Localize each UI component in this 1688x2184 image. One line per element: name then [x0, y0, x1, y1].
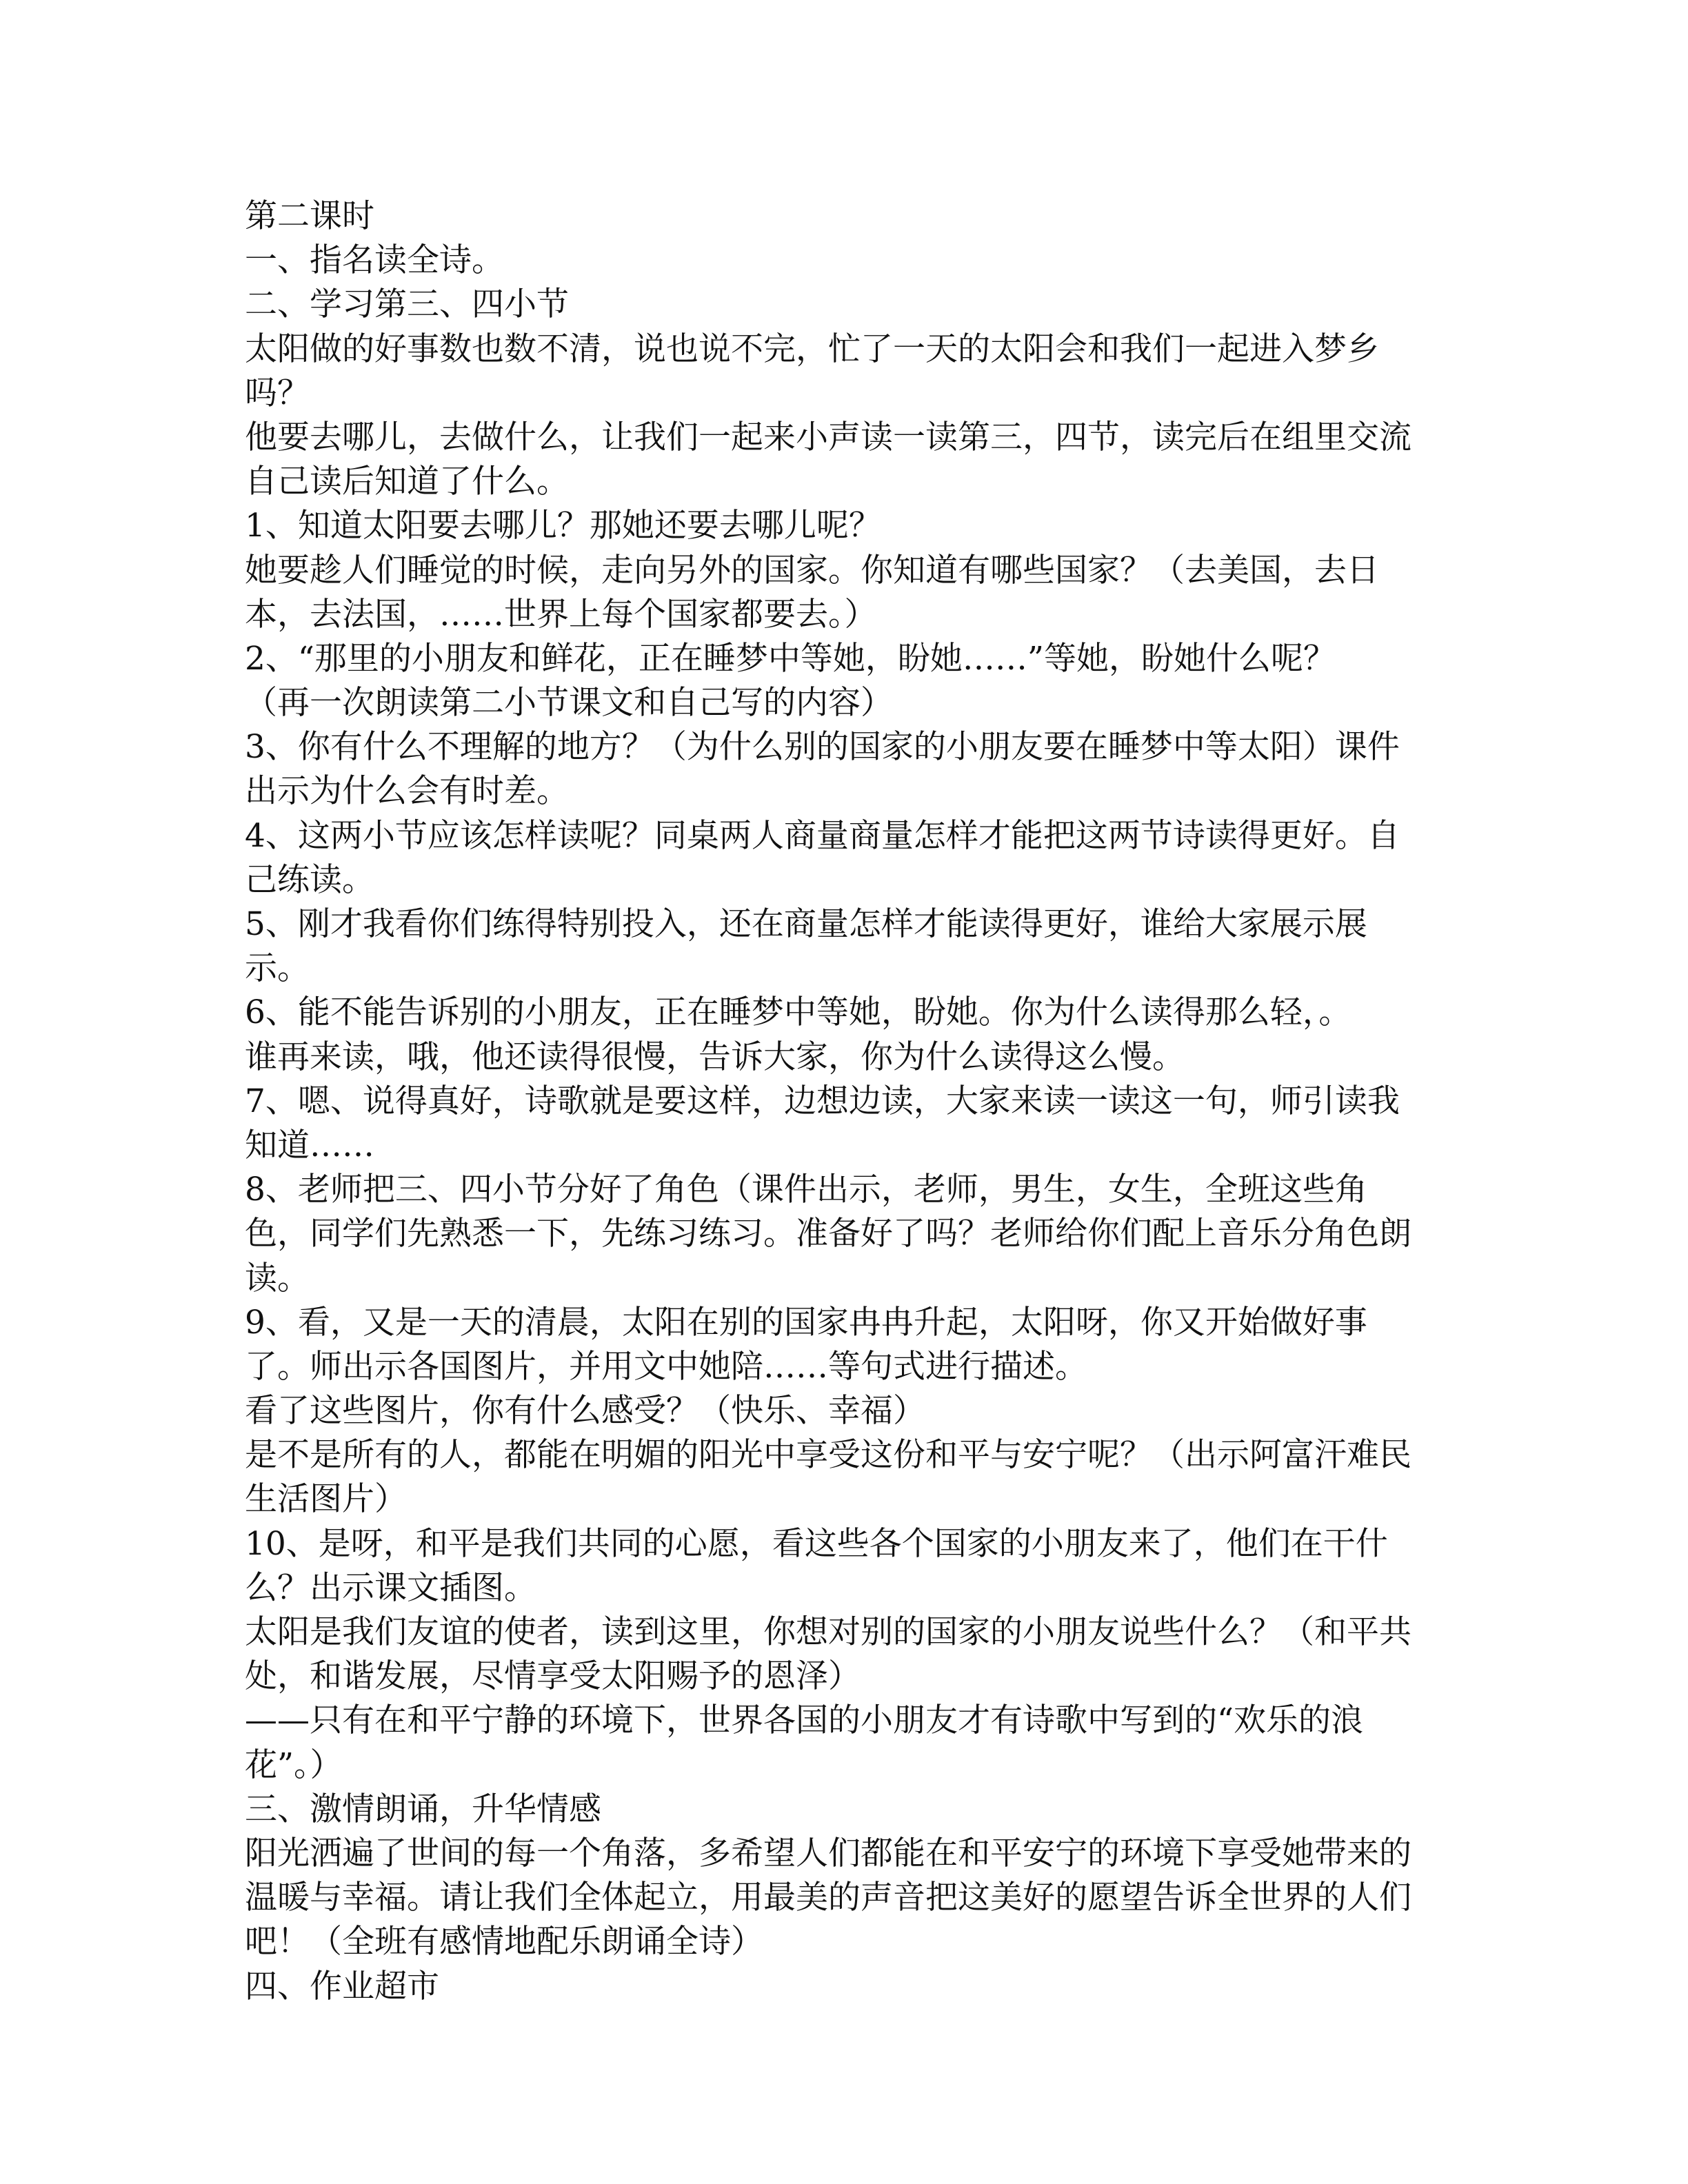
text-line: 花”。） [245, 1746, 343, 1784]
text-line: 1、知道太阳要去哪儿？那她还要去哪儿呢？ [245, 507, 881, 545]
text-line: 阳光洒遍了世间的每一个角落，多希望人们都能在和平安宁的环境下享受她带来的 [245, 1834, 1411, 1872]
text-line: 10、是呀，和平是我们共同的心愿，看这些各个国家的小朋友来了，他们在干什 [245, 1524, 1388, 1563]
text-line: 生活图片） [245, 1480, 407, 1519]
text-line: 9、看，又是一天的清晨，太阳在别的国家冉冉升起，太阳呀，你又开始做好事 [245, 1303, 1367, 1342]
section-heading: 二、学习第三、四小节 [245, 285, 569, 324]
text-line: 看了这些图片，你有什么感受？（快乐、幸福） [245, 1392, 925, 1430]
text-line: 温暖与幸福。请让我们全体起立，用最美的声音把这美好的愿望告诉全世界的人们 [245, 1879, 1411, 1917]
section-heading: 三、激情朗诵，升华情感 [245, 1790, 601, 1828]
text-line: 5、刚才我看你们练得特别投入，还在商量怎样才能读得更好，谁给大家展示展 [245, 905, 1367, 943]
section-heading: 四、作业超市 [245, 1967, 439, 2005]
text-line: 6、能不能告诉别的小朋友，正在睡梦中等她，盼她。你为什么读得那么轻，。 [245, 993, 1352, 1032]
section-heading: 一、指名读全诗。 [245, 241, 504, 280]
text-line: 自己读后知道了什么。 [245, 463, 569, 501]
text-line: 3、你有什么不理解的地方？（为什么别的国家的小朋友要在睡梦中等太阳）课件 [245, 728, 1400, 767]
text-line: 出示为什么会有时差。 [245, 772, 569, 811]
text-line: 她要趁人们睡觉的时候，走向另外的国家。你知道有哪些国家？（去美国，去日 [245, 551, 1379, 589]
text-line: 8、老师把三、四小节分好了角色（课件出示，老师，男生，女生，全班这些角 [245, 1171, 1367, 1209]
text-line: 7、嗯、说得真好，诗歌就是要这样，边想边读，大家来读一读这一句，师引读我 [245, 1082, 1400, 1120]
text-line: 己练读。 [245, 860, 374, 899]
text-line: 示。 [245, 949, 310, 988]
text-line: 是不是所有的人，都能在明媚的阳光中享受这份和平与安宁呢？（出示阿富汗难民 [245, 1436, 1411, 1475]
text-line: 了。师出示各国图片，并用文中她陪……等句式进行描述。 [245, 1347, 1087, 1386]
text-line: 2、“那里的小朋友和鲜花，正在睡梦中等她，盼她……”等她，盼她什么呢？ [245, 639, 1336, 678]
text-line: 么？出示课文插图。 [245, 1568, 536, 1607]
text-line: 读。 [245, 1259, 310, 1297]
text-line: 他要去哪儿，去做什么，让我们一起来小声读一读第三，四节，读完后在组里交流 [245, 418, 1411, 456]
text-line: 本，去法国，……世界上每个国家都要去。） [245, 595, 877, 634]
text-line: 色，同学们先熟悉一下，先练习练习。准备好了吗？老师给你们配上音乐分角色朗 [245, 1215, 1411, 1253]
text-line: 吧！（全班有感情地配乐朗诵全诗） [245, 1923, 763, 1961]
text-line: 吗？ [245, 374, 310, 412]
document-page [245, 194, 1438, 2009]
text-line: （再一次朗读第二小节课文和自己写的内容） [245, 684, 893, 722]
text-line: 谁再来读，哦，他还读得很慢，告诉大家，你为什么读得这么慢。 [245, 1038, 1185, 1076]
text-line: 4、这两小节应该怎样读呢？同桌两人商量商量怎样才能把这两节诗读得更好。自 [245, 816, 1400, 855]
text-line: 太阳是我们友谊的使者，读到这里，你想对别的国家的小朋友说些什么？（和平共 [245, 1613, 1411, 1651]
text-line: 处，和谐发展，尽情享受太阳赐予的恩泽） [245, 1657, 861, 1696]
text-line: ——只有在和平宁静的环境下，世界各国的小朋友才有诗歌中写到的“欢乐的浪 [245, 1701, 1364, 1740]
text-line: 太阳做的好事数也数不清，说也说不完，忙了一天的太阳会和我们一起进入梦乡 [245, 330, 1379, 368]
lesson-title: 第二课时 [245, 197, 374, 235]
text-line: 知道…… [245, 1126, 374, 1164]
